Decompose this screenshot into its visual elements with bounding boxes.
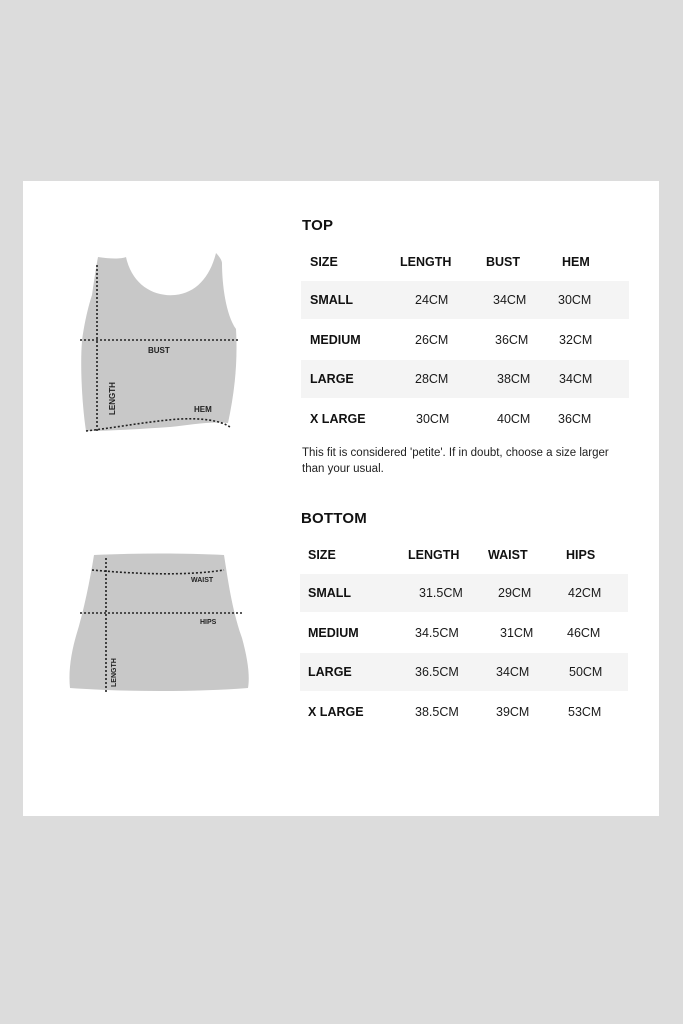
top-section-title: TOP — [302, 217, 334, 234]
table-header-row — [300, 536, 628, 574]
waist-value: 29CM — [498, 586, 532, 600]
hips-value: 46CM — [567, 626, 601, 640]
bottom-garment-diagram — [66, 550, 256, 695]
hips-label: HIPS — [200, 619, 217, 626]
bottom-length-label: LENGTH — [111, 658, 118, 687]
bust-value: 36CM — [495, 333, 529, 347]
waist-value: 39CM — [496, 705, 530, 719]
top-garment-diagram — [70, 245, 250, 440]
crop-top-shape — [81, 253, 236, 431]
bust-label: BUST — [148, 346, 170, 355]
bust-value: 38CM — [497, 372, 531, 386]
header-waist: WAIST — [488, 548, 528, 562]
size-name: SMALL — [308, 586, 352, 600]
length-value: 30CM — [416, 412, 450, 426]
hips-value: 42CM — [568, 586, 602, 600]
size-name: MEDIUM — [310, 333, 361, 347]
waist-value: 34CM — [496, 665, 530, 679]
table-row — [300, 574, 628, 612]
table-row — [300, 693, 628, 731]
length-value: 31.5CM — [419, 586, 463, 600]
fit-note: This fit is considered 'petite'. If in doubt, choose a size larger than your usual. — [302, 447, 609, 475]
hem-value: 32CM — [559, 333, 593, 347]
length-value: 24CM — [415, 293, 449, 307]
table-row — [300, 653, 628, 691]
length-value: 26CM — [415, 333, 449, 347]
hips-value: 50CM — [569, 665, 603, 679]
header-size: SIZE — [310, 255, 338, 269]
size-name: X LARGE — [310, 412, 366, 426]
length-value: 36.5CM — [415, 665, 459, 679]
hips-value: 53CM — [568, 705, 602, 719]
size-name: LARGE — [310, 372, 354, 386]
length-value: 38.5CM — [415, 705, 459, 719]
top-length-label: LENGTH — [108, 382, 117, 415]
size-name: SMALL — [310, 293, 354, 307]
skirt-shape — [69, 554, 248, 692]
bust-value: 40CM — [497, 412, 531, 426]
size-name: X LARGE — [308, 705, 364, 719]
header-hips: HIPS — [566, 548, 596, 562]
table-header-row — [301, 243, 629, 281]
size-name: MEDIUM — [308, 626, 359, 640]
table-row — [301, 281, 629, 319]
length-value: 28CM — [415, 372, 449, 386]
bottom-section-title: BOTTOM — [301, 510, 367, 527]
hem-value: 30CM — [558, 293, 592, 307]
waist-label: WAIST — [191, 577, 214, 584]
table-row — [301, 321, 629, 359]
length-value: 34.5CM — [415, 626, 459, 640]
hem-label: HEM — [194, 405, 212, 414]
table-row — [300, 614, 628, 652]
header-size: SIZE — [308, 548, 336, 562]
hem-value: 36CM — [558, 412, 592, 426]
size-name: LARGE — [308, 665, 352, 679]
header-length: LENGTH — [408, 548, 460, 562]
bust-value: 34CM — [493, 293, 527, 307]
waist-value: 31CM — [500, 626, 534, 640]
header-length: LENGTH — [400, 255, 452, 269]
table-row — [301, 400, 629, 438]
hem-value: 34CM — [559, 372, 593, 386]
table-row — [301, 360, 629, 398]
header-hem: HEM — [562, 255, 590, 269]
header-bust: BUST — [486, 255, 521, 269]
